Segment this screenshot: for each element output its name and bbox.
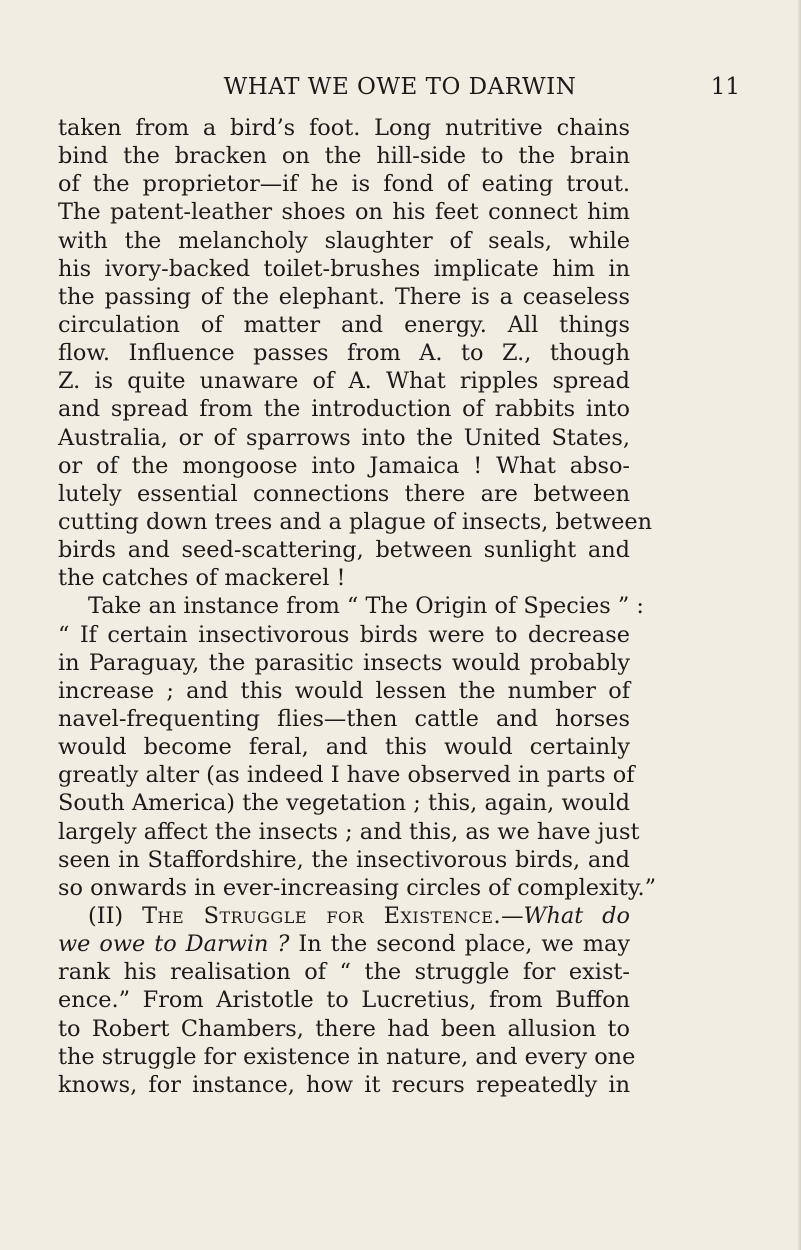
section-heading: The Struggle for Existence.	[142, 902, 502, 929]
text-line: of the proprietor—if he is fond of eating trout.	[58, 171, 630, 198]
text-line: so onwards in ever-increasing circles of complexity.”	[58, 874, 657, 901]
text-line: and spread from the introduction of rabbits into	[58, 396, 630, 423]
text-line: rank his realisation of “ the struggle for exist-	[58, 959, 630, 986]
section-heading-line	[58, 902, 630, 930]
text-line: flow. Influence passes from A. to Z., though	[58, 340, 630, 367]
text-line: Z. is quite unaware of A. What ripples spread	[58, 368, 630, 395]
text-line: circulation of matter and energy. All things	[58, 311, 630, 338]
text-line: Australia, or of sparrows into the United States,	[58, 424, 630, 451]
running-title: WHAT WE OWE TO DARWIN	[223, 74, 577, 100]
section-number: (II)	[88, 902, 124, 929]
text-line: The patent-leather shoes on his feet connect him	[58, 199, 630, 226]
text-line	[58, 930, 630, 958]
text-line: his ivory-backed toilet-brushes implicate him in	[58, 255, 630, 282]
text-line: “ If certain insectivorous birds were to decrease	[58, 621, 630, 648]
section-question-continued: we owe to Darwin ?	[58, 931, 290, 958]
text-fragment: In the second place, we may	[289, 931, 630, 958]
text-line: in Paraguay, the parasitic insects would probably	[58, 649, 630, 676]
text-line: lutely essential connections there are between	[58, 480, 630, 507]
text-line: greatly alter (as indeed I have observed in parts of	[58, 762, 635, 789]
body-text	[58, 114, 657, 1099]
section-question: What do	[523, 902, 630, 929]
text-line: the passing of the elephant. There is a ceaseless	[58, 283, 630, 310]
text-line: increase ; and this would lessen the number of	[58, 677, 630, 704]
text-line: cutting down trees and a plague of insects, between	[58, 508, 653, 535]
section-dash: —	[501, 902, 524, 929]
text-line: to Robert Chambers, there had been allusion to	[58, 1015, 630, 1042]
text-line: South America) the vegetation ; this, again, would	[58, 790, 630, 817]
text-line: bind the bracken on the hill-side to the brain	[58, 143, 630, 170]
text-line: the catches of mackerel !	[58, 565, 346, 592]
text-line: with the melancholy slaughter of seals, while	[58, 227, 630, 254]
text-line: the struggle for existence in nature, and every one	[58, 1043, 636, 1070]
text-line: ence.” From Aristotle to Lucretius, from Buffon	[58, 987, 630, 1014]
text-line: knows, for instance, how it recurs repeatedly in	[58, 1071, 630, 1098]
page-edge-shadow	[797, 0, 801, 1250]
text-line: taken from a bird’s foot. Long nutritive chains	[58, 115, 630, 141]
page-number: 11	[710, 74, 740, 100]
text-line: would become feral, and this would certainly	[58, 734, 630, 761]
text-line: birds and seed-scattering, between sunlight and	[58, 537, 630, 564]
text-line: or of the mongoose into Jamaica ! What abso-	[58, 452, 630, 479]
running-head	[60, 72, 740, 106]
text-line: seen in Staffordshire, the insectivorous birds, and	[58, 846, 630, 873]
text-line: navel-frequenting flies—then cattle and horses	[58, 705, 630, 732]
text-line: largely affect the insects ; and this, as we have just	[58, 818, 640, 845]
text-line: Take an instance from “ The Origin of Species ” :	[88, 593, 644, 620]
